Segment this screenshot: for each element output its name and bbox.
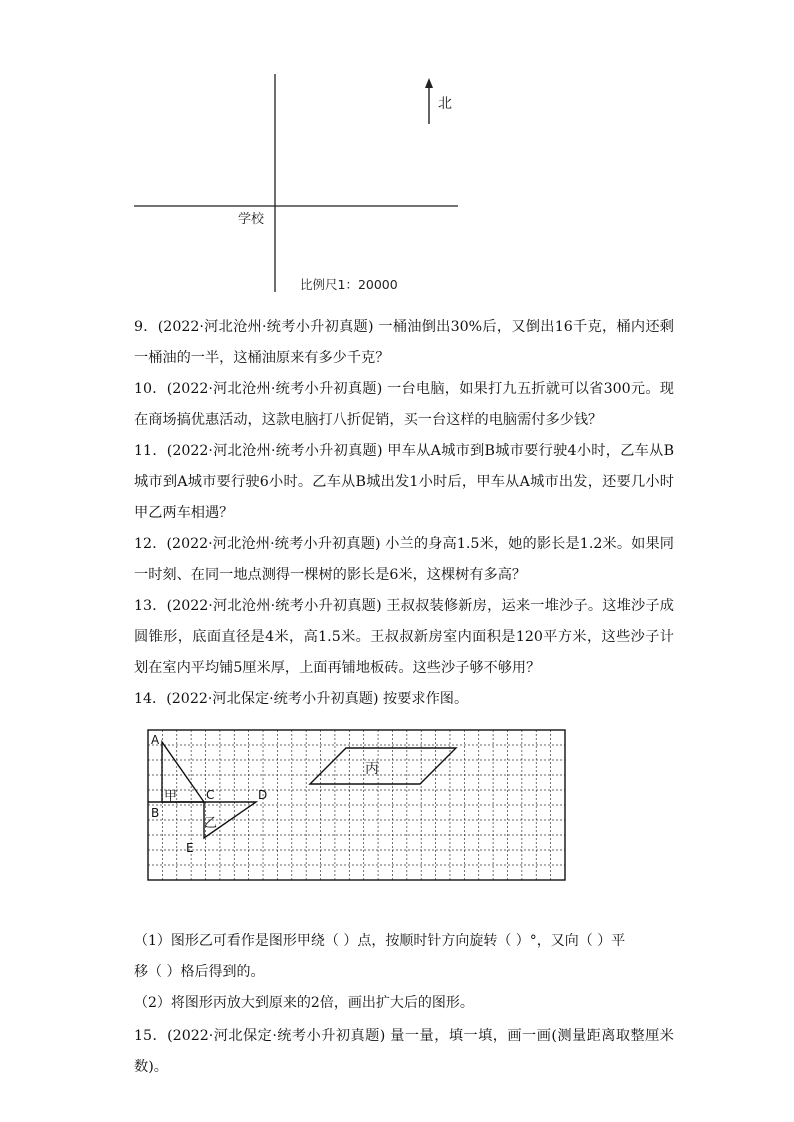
shape-label-yi: 乙 [204, 816, 218, 831]
question-10-text: 10．(2022·河北沧州·统考小升初真题) 一台电脑，如果打九五折就可以省300元。现在商场搞优惠活动，这款电脑打八折促销，买一台这样的电脑需付多少钱？ [134, 381, 674, 428]
point-label-c: C [206, 788, 215, 802]
scale-label: 比例尺1：20000 [300, 277, 398, 292]
question-12-text: 12．(2022·河北沧州·统考小升初真题) 小兰的身高1.5米，她的影长是1.2米。如果同一时刻、在同一地点测得一棵树的影长是6米，这棵树有多高？ [134, 536, 674, 583]
q14-part2 [134, 988, 674, 1019]
q14-part1-line2 [134, 957, 674, 988]
point-label-d: D [258, 788, 268, 802]
question-11 [134, 436, 674, 529]
q14-part1-line1-text: （1）图形乙可看作是图形甲绕（ ）点，按顺时针方向旋转（ ）°，又向（ ）平 [134, 933, 626, 949]
question-15 [134, 1021, 674, 1083]
question-13 [134, 591, 674, 684]
point-label-a: A [151, 733, 160, 747]
point-label-e: E [186, 841, 194, 855]
q14-part1-line2-text: 移（ ）格后得到的。 [134, 964, 265, 980]
question-11-text: 11．(2022·河北沧州·统考小升初真题) 甲车从A城市到B城市要行驶4小时，乙车从B城市到A城市要行驶6小时。乙车从B城出发1小时后，甲车从A城市出发，还要几小时甲乙两车相遇？ [134, 443, 674, 521]
grid-figure [140, 724, 580, 889]
question-13-text: 13．(2022·河北沧州·统考小升初真题) 王叔叔装修新房，运来一堆沙子。这堆沙子成圆锥形，底面直径是4米，高1.5米。王叔叔新房室内面积是120平方米，这些沙子计划在室内平均铺5厘米厚，上面再铺地板砖。这些沙子够不够用？ [134, 598, 674, 676]
q14-part1-line1 [134, 926, 674, 957]
shape-label-jia: 甲 [164, 789, 178, 804]
shape-label-bing: 丙 [365, 761, 379, 777]
shape-bing [310, 748, 456, 784]
point-label-b: B [151, 806, 160, 820]
question-14 [134, 684, 674, 715]
grid-lines [148, 730, 565, 880]
question-15-text: 15．(2022·河北保定·统考小升初真题) 量一量，填一填，画一画(测量距离取整厘米数)。 [134, 1028, 674, 1075]
north-arrow-icon [425, 78, 433, 124]
north-label: 北 [438, 96, 452, 112]
question-9-text: 9．(2022·河北沧州·统考小升初真题) 一桶油倒出30%后，又倒出16千克，桶内还剩一桶油的一半，这桶油原来有多少千克？ [134, 319, 674, 366]
map-figure [120, 60, 480, 300]
question-10 [134, 374, 674, 436]
q14-part2-text: （2）将图形丙放大到原来的2倍，画出扩大后的图形。 [134, 995, 474, 1011]
school-label: 学校 [238, 212, 265, 227]
question-14-text: 14．(2022·河北保定·统考小升初真题) 按要求作图。 [134, 691, 469, 707]
question-9 [134, 312, 674, 374]
question-12 [134, 529, 674, 591]
